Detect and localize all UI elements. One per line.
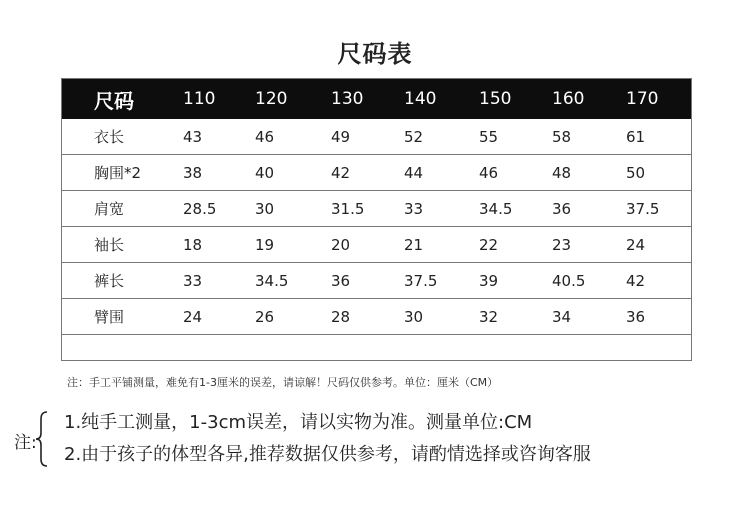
table-cell: 50	[626, 163, 646, 182]
table-row	[62, 155, 691, 191]
table-cell: 36	[626, 307, 646, 326]
table-cell: 58	[552, 127, 572, 146]
table-row	[62, 191, 691, 227]
table-cell: 22	[479, 235, 499, 254]
footer-note-label: 注:	[14, 433, 37, 453]
table-cell: 40	[255, 163, 275, 182]
table-cell: 46	[479, 163, 499, 182]
table-cell: 33	[183, 271, 203, 290]
footer-line-1: 1.纯手工测量，1-3cm误差，请以实物为准。测量单位:CM	[64, 412, 533, 433]
page-title: 尺码表	[337, 40, 413, 68]
table-cell: 46	[255, 127, 275, 146]
header-size-150: 150	[479, 89, 512, 109]
table-cell: 49	[331, 127, 351, 146]
table-cell: 32	[479, 307, 499, 326]
row-label: 肩宽	[94, 200, 125, 218]
table-cell: 55	[479, 127, 499, 146]
header-size-120: 120	[255, 89, 288, 109]
table-row	[62, 299, 691, 335]
table-cell: 18	[183, 235, 203, 254]
row-label: 胸围*2	[94, 164, 142, 182]
table-row	[62, 119, 691, 155]
size-chart-table	[61, 78, 692, 361]
header-size-160: 160	[552, 89, 585, 109]
row-label: 臂围	[94, 308, 125, 326]
table-cell: 34	[552, 307, 572, 326]
header-size-170: 170	[626, 89, 659, 109]
table-cell: 40.5	[552, 271, 586, 290]
table-cell: 44	[404, 163, 424, 182]
header-size-140: 140	[404, 89, 437, 109]
row-label: 衣长	[94, 128, 125, 146]
measurement-note: 注：手工平铺测量，难免有1-3厘米的误差，请谅解！尺码仅供参考。单位：厘米（CM）	[67, 376, 499, 389]
table-cell: 31.5	[331, 199, 365, 218]
table-cell: 30	[255, 199, 275, 218]
table-cell: 26	[255, 307, 275, 326]
table-cell: 23	[552, 235, 572, 254]
row-label: 裤长	[94, 272, 125, 290]
table-cell: 38	[183, 163, 203, 182]
table-cell: 42	[626, 271, 646, 290]
table-cell: 24	[183, 307, 203, 326]
header-size-label: 尺码	[94, 88, 134, 113]
table-cell: 43	[183, 127, 203, 146]
table-cell: 20	[331, 235, 351, 254]
header-size-110: 110	[183, 89, 216, 109]
table-cell: 42	[331, 163, 351, 182]
table-cell: 52	[404, 127, 424, 146]
footer-line-2: 2.由于孩子的体型各异,推荐数据仅供参考，请酌情选择或咨询客服	[64, 444, 591, 465]
table-cell: 61	[626, 127, 646, 146]
row-label: 袖长	[94, 236, 125, 254]
table-cell: 28	[331, 307, 351, 326]
table-cell: 48	[552, 163, 572, 182]
table-cell: 21	[404, 235, 424, 254]
table-cell: 36	[552, 199, 572, 218]
table-cell: 37.5	[404, 271, 438, 290]
table-cell: 39	[479, 271, 499, 290]
header-size-130: 130	[331, 89, 364, 109]
table-cell: 36	[331, 271, 351, 290]
table-cell: 34.5	[479, 199, 513, 218]
table-cell: 34.5	[255, 271, 289, 290]
table-row	[62, 263, 691, 299]
table-cell: 37.5	[626, 199, 660, 218]
table-cell: 30	[404, 307, 424, 326]
table-header-row	[62, 79, 691, 119]
table-row	[62, 227, 691, 263]
table-cell: 28.5	[183, 199, 217, 218]
curly-brace-icon	[35, 411, 49, 467]
table-cell: 24	[626, 235, 646, 254]
table-cell: 19	[255, 235, 275, 254]
table-cell: 33	[404, 199, 424, 218]
